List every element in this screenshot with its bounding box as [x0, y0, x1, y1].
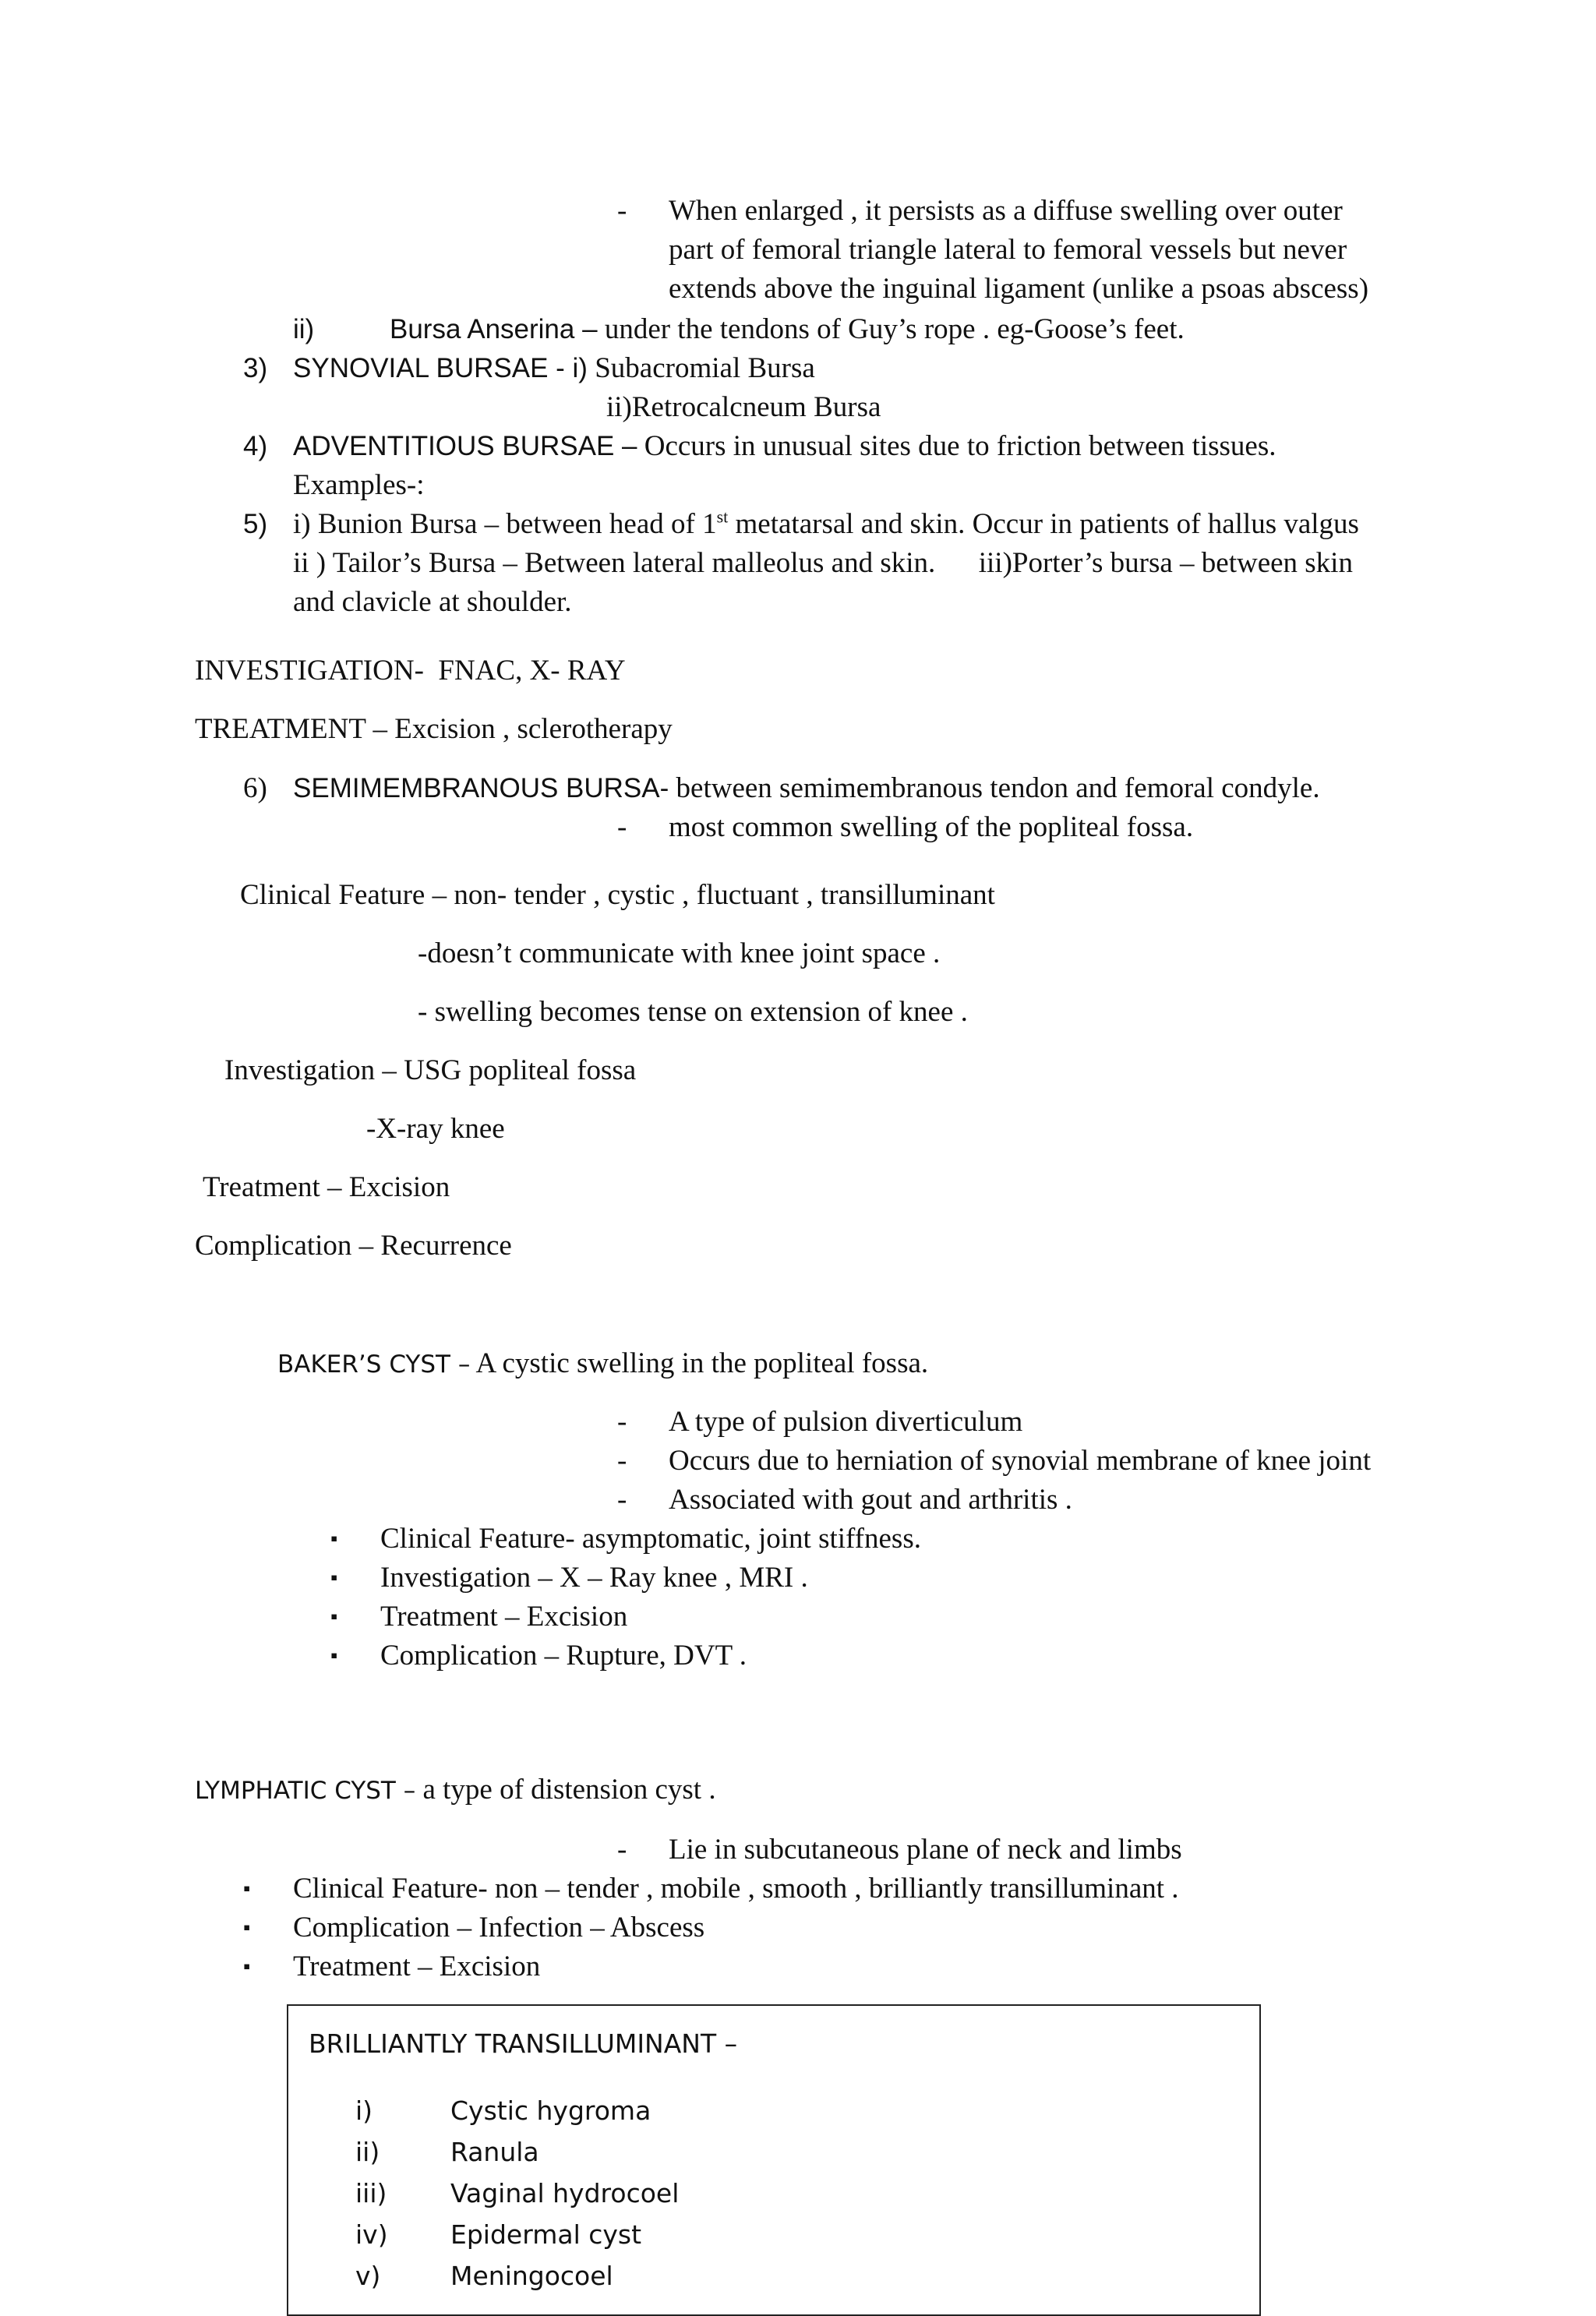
brilliantly-transilluminant-box: [287, 2004, 1261, 2316]
anserina-line: [390, 310, 1185, 349]
list-dash: -: [617, 811, 627, 843]
box-item-label: Vaginal hydrocoel: [450, 2178, 680, 2208]
list-dash: -: [617, 195, 627, 227]
box-title: BRILLIANTLY TRANSILLUMINANT –: [309, 2028, 738, 2059]
box-item-number: i): [355, 2095, 373, 2126]
treatment-heading: TREATMENT – Excision , sclerotherapy: [195, 713, 673, 745]
list-dash: -: [617, 1834, 627, 1866]
investigation-heading: INVESTIGATION- FNAC, X- RAY: [195, 655, 626, 687]
femoral-line-3: extends above the inguinal ligament (unlike a psoas abscess): [669, 273, 1369, 305]
bullet-icon: ▪: [330, 1566, 338, 1589]
bunion-bursa-line: [293, 505, 1359, 544]
bakers-cyst-heading: BAKER’S CYST –: [277, 1350, 471, 1379]
adventitious-heading: ADVENTITIOUS BURSAE –: [293, 431, 637, 461]
treatment: Treatment – Excision: [203, 1171, 450, 1203]
synovial-line-2: ii)Retrocalcneum Bursa: [606, 391, 881, 423]
item-number-3: 3): [243, 353, 268, 383]
synovial-heading: SYNOVIAL BURSAE - i): [293, 353, 588, 383]
list-dash: -: [617, 1484, 627, 1516]
lymphatic-cyst-text: a type of distension cyst .: [415, 1774, 716, 1806]
bullet-icon: ▪: [243, 1916, 251, 1939]
bakers-cyst-text: A cystic swelling in the popliteal fossa.: [470, 1347, 929, 1379]
bullet-icon: ▪: [243, 1955, 251, 1978]
bullet-icon: ▪: [330, 1527, 338, 1550]
adventitious-line: [293, 427, 1276, 466]
femoral-line-2: part of femoral triangle lateral to femoral vessels but never: [669, 234, 1347, 266]
superscript: st: [716, 507, 729, 527]
bakers-point-3: Associated with gout and arthritis .: [669, 1484, 1072, 1516]
investigation-2: -X-ray knee: [366, 1113, 505, 1145]
clinical-feature: Clinical Feature – non- tender , cystic , fluctuant , transilluminant: [240, 879, 995, 911]
bullet-icon: ▪: [330, 1644, 338, 1667]
anserina-heading: Bursa Anserina –: [390, 314, 598, 344]
list-dash: -: [617, 1406, 627, 1438]
item-number-6: 6): [243, 772, 267, 804]
bakers-point-2: Occurs due to herniation of synovial membrane of knee joint: [669, 1445, 1372, 1477]
bunion-text-b: metatarsal and skin. Occur in patients of hallus valgus: [728, 508, 1359, 540]
semimembranous-line: [293, 769, 1320, 808]
bunion-text-a: i) Bunion Bursa – between head of 1: [293, 508, 717, 540]
adventitious-text: Occurs in unusual sites due to friction between tissues.: [637, 430, 1276, 462]
investigation: Investigation – USG popliteal fossa: [224, 1054, 637, 1086]
lymphatic-bullet-1: Clinical Feature- non – tender , mobile , smooth , brilliantly transilluminant .: [293, 1873, 1179, 1905]
box-item-number: v): [355, 2261, 381, 2291]
porter-line-end: and clavicle at shoulder.: [293, 586, 572, 618]
femoral-line-1: When enlarged , it persists as a diffuse swelling over outer: [669, 195, 1343, 227]
tailor-porter-line: ii ) Tailor’s Bursa – Between lateral malleolus and skin. iii)Porter’s bursa – between skin: [293, 547, 1353, 579]
bakers-cyst-line: [277, 1344, 928, 1384]
box-item-label: Epidermal cyst: [450, 2219, 642, 2250]
clinical-feature-2: -doesn’t communicate with knee joint space .: [418, 937, 941, 969]
list-dash: -: [617, 1445, 627, 1477]
anserina-text: under the tendons of Guy’s rope . eg-Goose’s feet.: [597, 313, 1185, 345]
box-item-label: Cystic hygroma: [450, 2095, 651, 2126]
synovial-line: [293, 349, 815, 388]
item-number-4: 4): [243, 431, 268, 461]
bullet-icon: ▪: [330, 1605, 338, 1628]
item-number-5: 5): [243, 509, 268, 539]
lymphatic-sub: Lie in subcutaneous plane of neck and limbs: [669, 1834, 1182, 1866]
box-item-label: Ranula: [450, 2137, 539, 2167]
semimembranous-sub: most common swelling of the popliteal fossa.: [669, 811, 1194, 843]
bakers-point-1: A type of pulsion diverticulum: [669, 1406, 1023, 1438]
lymphatic-bullet-2: Complication – Infection – Abscess: [293, 1912, 705, 1944]
box-item-number: ii): [355, 2137, 380, 2167]
bakers-bullet-1: Clinical Feature- asymptomatic, joint stiffness.: [380, 1523, 921, 1555]
box-item-number: iv): [355, 2219, 388, 2250]
complication: Complication – Recurrence: [195, 1230, 512, 1262]
clinical-feature-3: - swelling becomes tense on extension of knee .: [418, 996, 968, 1028]
anserina-number: ii): [293, 314, 315, 344]
bakers-bullet-2: Investigation – X – Ray knee , MRI .: [380, 1562, 808, 1594]
bullet-icon: ▪: [243, 1877, 251, 1900]
box-item-label: Meningocoel: [450, 2261, 613, 2291]
synovial-text: Subacromial Bursa: [587, 352, 815, 384]
box-item-number: iii): [355, 2178, 387, 2208]
lymphatic-cyst-line: [195, 1771, 716, 1810]
semimembranous-text: between semimembranous tendon and femoral condyle.: [669, 772, 1320, 804]
lymphatic-bullet-3: Treatment – Excision: [293, 1951, 541, 1982]
bakers-bullet-4: Complication – Rupture, DVT .: [380, 1640, 747, 1672]
bakers-bullet-3: Treatment – Excision: [380, 1601, 628, 1633]
adventitious-examples: Examples-:: [293, 469, 425, 501]
semimembranous-heading: SEMIMEMBRANOUS BURSA-: [293, 773, 669, 803]
lymphatic-cyst-heading: LYMPHATIC CYST –: [195, 1777, 416, 1805]
